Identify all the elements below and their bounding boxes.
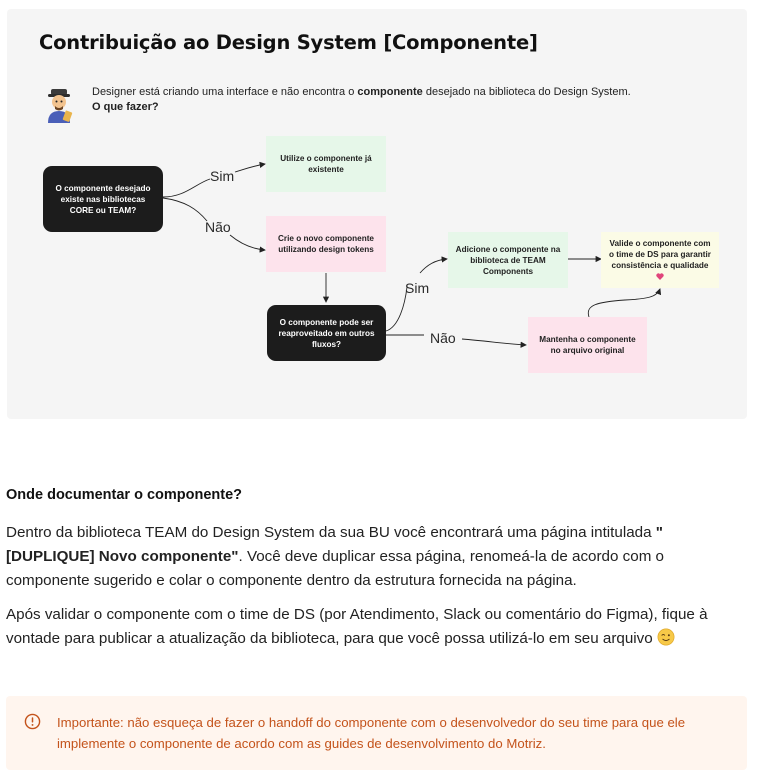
node-valide-text: Valide o componente com o time de DS para garantir consistência e qualidade <box>609 239 711 270</box>
important-callout <box>6 696 747 770</box>
alert-circle-icon <box>24 713 41 730</box>
card-title: Contribuição ao Design System [Componente] <box>39 31 538 54</box>
node-utilize: Utilize o componente já existente <box>266 136 386 192</box>
edge-label-nao-1: Não <box>205 219 231 235</box>
intro-text: Designer está criando uma interface e não encontra o componente desejado na biblioteca do Design System. O que fazer? <box>92 86 631 113</box>
wink-emoji-icon <box>657 628 675 646</box>
doc-paragraph-2: Após validar o componente com o time de DS (por Atendimento, Slack ou comentário do Figma), fique à vontade para publicar a atualização da biblioteca, para que você possa utilizá-lo em seu arquivo <box>6 606 708 647</box>
heart-icon <box>656 273 664 280</box>
edge-existe-sim <box>163 179 210 197</box>
edge-mantenha-valide <box>588 289 660 317</box>
node-reaproveitado-decision: O componente pode ser reaproveitado em outros fluxos? <box>267 305 386 361</box>
edge-existe-nao <box>163 198 207 221</box>
doc-heading: Onde documentar o componente? <box>6 487 243 503</box>
node-existe-decision: O componente desejado existe nas bibliotecas CORE ou TEAM? <box>43 166 163 232</box>
edge-sim-utilize <box>235 164 265 172</box>
node-valide <box>601 232 719 288</box>
node-mantenha: Mantenha o componente no arquivo original <box>528 317 647 373</box>
node-adicione: Adicione o componente na biblioteca de TEAM Components <box>448 232 568 288</box>
edge-label-sim-2: Sim <box>405 280 430 296</box>
flowchart-card <box>7 9 747 419</box>
doc-paragraph-1: Dentro da biblioteca TEAM do Design System da sua BU você encontrará uma página intitulada " [DUPLIQUE] Novo componente". Você deve duplicar essa página, renomeá-la de acordo com o componente sugerido e colar o componente dentro da estrutura fornecida na página. <box>6 524 665 589</box>
edge-reaproveitado-sim <box>386 287 407 331</box>
node-crie: Crie o novo componente utilizando design tokens <box>266 216 386 272</box>
edge-nao-mantenha <box>462 339 526 345</box>
duplique-page-name: " [DUPLIQUE] Novo componente" <box>6 524 663 565</box>
edge-label-nao-2: Não <box>430 330 456 346</box>
edge-label-sim-1: Sim <box>210 168 235 184</box>
edge-sim-adicione <box>420 259 447 273</box>
intro-question: O que fazer? <box>92 101 159 113</box>
edge-nao-crie <box>230 235 265 250</box>
callout-text: Importante: não esqueça de fazer o handoff do componente com o desenvolvedor do seu time para que ele implemente o componente de acordo com as guides de desenvolvimento do Motriz. <box>57 715 686 751</box>
